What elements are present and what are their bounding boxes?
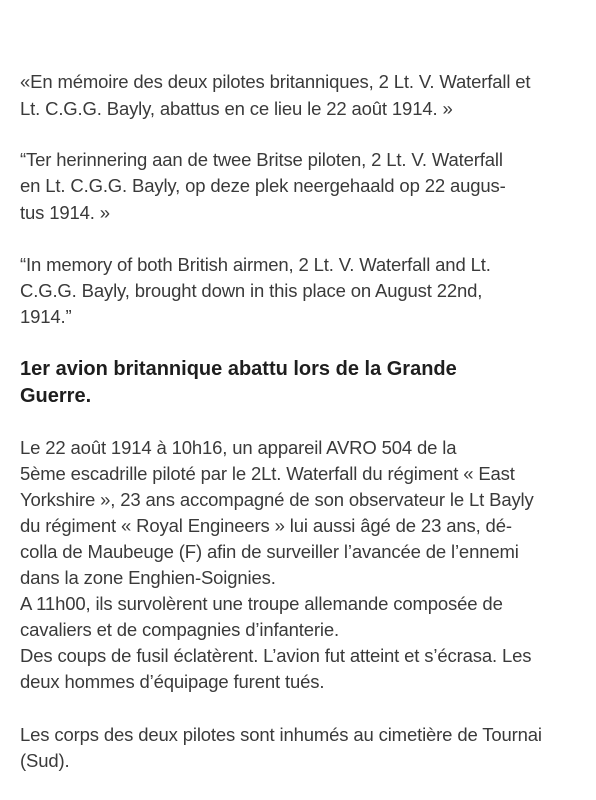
- body-line-7: A 11h00, ils survolèrent une troupe allemande composée de: [20, 593, 503, 614]
- quote-en-line-3: 1914.”: [20, 306, 72, 327]
- closing-line-2: (Sud).: [20, 750, 70, 771]
- heading-line-2: Guerre.: [20, 385, 92, 407]
- quote-nl-line-1: “Ter herinnering aan de twee Britse piloten, 2 Lt. V. Waterfall: [20, 149, 503, 170]
- body-line-3: Yorkshire », 23 ans accompagné de son observateur le Lt Bayly: [20, 489, 534, 510]
- body-line-5: colla de Maubeuge (F) afin de surveiller l’avancée de l’ennemi: [20, 541, 519, 562]
- quote-en-line-2: C.G.G. Bayly, brought down in this place on August 22nd,: [20, 280, 483, 301]
- body-line-10: deux hommes d’équipage furent tués.: [20, 671, 325, 692]
- quote-fr-line-2: Lt. C.G.G. Bayly, abattus en ce lieu le 22 août 1914. »: [20, 98, 453, 119]
- heading-line-1: 1er avion britannique abattu lors de la Grande: [20, 358, 457, 380]
- quote-fr-line-1: «En mémoire des deux pilotes britanniques, 2 Lt. V. Waterfall et: [20, 71, 531, 92]
- body-line-8: cavaliers et de compagnies d’infanterie.: [20, 619, 339, 640]
- body-line-2: 5ème escadrille piloté par le 2Lt. Waterfall du régiment « East: [20, 463, 515, 484]
- body-line-4: du régiment « Royal Engineers » lui aussi âgé de 23 ans, dé-: [20, 515, 512, 536]
- body-line-9: Des coups de fusil éclatèrent. L’avion fut atteint et s’écrasa. Les: [20, 645, 532, 666]
- closing-line-1: Les corps des deux pilotes sont inhumés au cimetière de Tournai: [20, 724, 542, 745]
- document-page: [20, 0, 588, 800]
- quote-en-line-1: “In memory of both British airmen, 2 Lt. V. Waterfall and Lt.: [20, 254, 491, 275]
- body-line-6: dans la zone Enghien-Soignies.: [20, 567, 276, 588]
- quote-nl-line-2: en Lt. C.G.G. Bayly, op deze plek neergehaald op 22 augus-: [20, 175, 506, 196]
- body-line-1: Le 22 août 1914 à 10h16, un appareil AVRO 504 de la: [20, 437, 457, 458]
- quote-nl-line-3: tus 1914. »: [20, 202, 110, 223]
